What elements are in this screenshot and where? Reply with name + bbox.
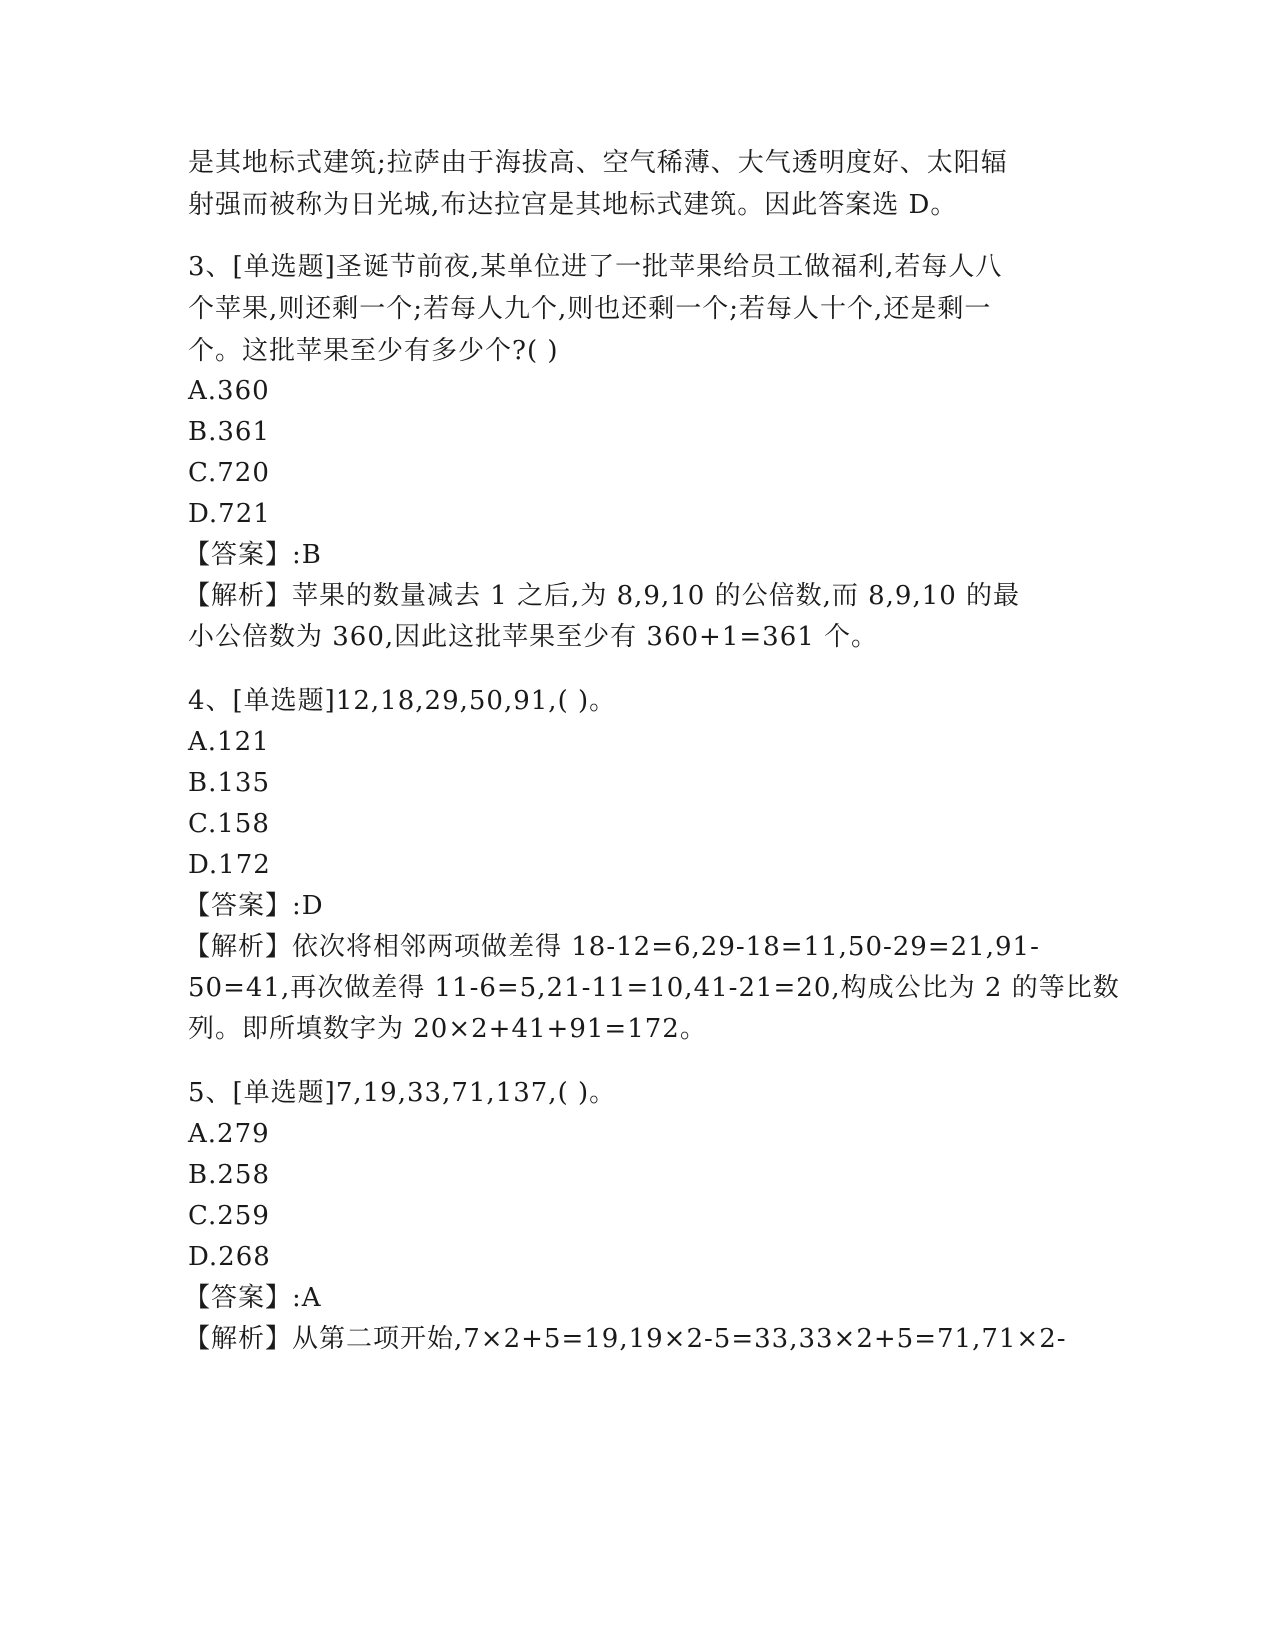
analysis-line: 50=41,再次做差得 11-6=5,21-11=10,41-21=20,构成公比为 2 的等比数 <box>188 973 1120 1003</box>
option-a: A.360 <box>188 376 270 406</box>
option-d: D.268 <box>188 1242 271 1272</box>
question-stem: 4、[单选题]12,18,29,50,91,( )。 <box>188 686 617 716</box>
answer-line: 【答案】:D <box>184 891 324 921</box>
option-c: C.158 <box>188 809 270 839</box>
question-stem: 5、[单选题]7,19,33,71,137,( )。 <box>188 1078 617 1108</box>
analysis-line: 列。即所填数字为 20×2+41+91=172。 <box>188 1014 707 1044</box>
option-a: A.279 <box>188 1119 270 1149</box>
question-stem: 个。这批苹果至少有多少个?( ) <box>188 336 559 366</box>
option-c: C.259 <box>188 1201 270 1231</box>
option-b: B.361 <box>188 417 270 447</box>
intro-line: 射强而被称为日光城,布达拉宫是其地标式建筑。因此答案选 D。 <box>188 190 958 220</box>
intro-line: 是其地标式建筑;拉萨由于海拔高、空气稀薄、大气透明度好、太阳辐 <box>188 148 1008 178</box>
option-c: C.720 <box>188 458 270 488</box>
answer-line: 【答案】:A <box>184 1283 322 1313</box>
option-a: A.121 <box>188 727 270 757</box>
question-stem: 个苹果,则还剩一个;若每人九个,则也还剩一个;若每人十个,还是剩一 <box>188 294 992 324</box>
analysis-line: 【解析】从第二项开始,7×2+5=19,19×2-5=33,33×2+5=71,71×2- <box>184 1324 1067 1354</box>
analysis-line: 小公倍数为 360,因此这批苹果至少有 360+1=361 个。 <box>188 622 879 652</box>
option-d: D.172 <box>188 850 271 880</box>
option-b: B.258 <box>188 1160 270 1190</box>
option-b: B.135 <box>188 768 270 798</box>
answer-line: 【答案】:B <box>184 540 322 570</box>
option-d: D.721 <box>188 499 271 529</box>
analysis-line: 【解析】苹果的数量减去 1 之后,为 8,9,10 的公倍数,而 8,9,10 的最 <box>184 581 1021 611</box>
question-stem: 3、[单选题]圣诞节前夜,某单位进了一批苹果给员工做福利,若每人八 <box>188 252 1003 282</box>
analysis-line: 【解析】依次将相邻两项做差得 18-12=6,29-18=11,50-29=21,91- <box>184 932 1040 962</box>
